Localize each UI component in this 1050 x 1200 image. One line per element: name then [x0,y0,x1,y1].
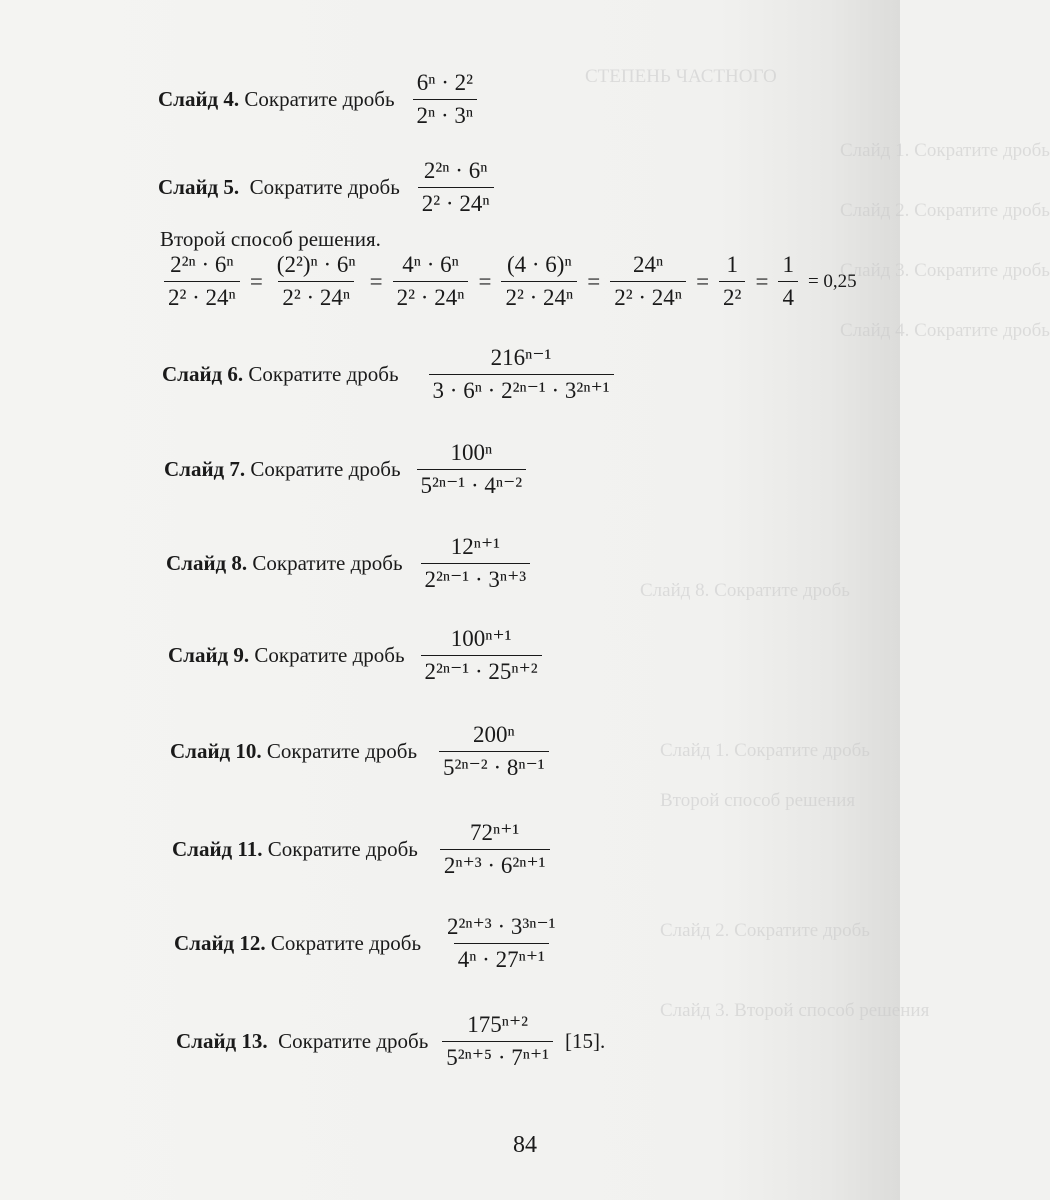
fraction-denominator: 2² [719,281,745,311]
slide-instruction: Сократите дробь [278,1029,429,1054]
second-method-heading: Второй способ решения. [160,227,381,251]
equals-sign: = [369,268,383,294]
fraction [393,252,469,312]
equals-sign: = [696,268,710,294]
slide-13-item [176,1012,605,1072]
slide-label: Слайд 5. [158,175,240,200]
fraction [413,70,478,130]
slide-instruction: Сократите дробь [249,175,400,200]
slide-label: Слайд 10. [170,739,262,764]
slide-10-item [170,722,555,782]
fraction [418,158,494,218]
fraction-numerator: 100ⁿ⁺¹ [450,626,512,651]
slide-7-item [164,440,532,500]
equals-sign: = [587,268,601,294]
bleed-through-text: Слайд 2. Сократите дробь [840,200,1050,221]
fraction-numerator: (2²)ⁿ · 6ⁿ [276,252,356,277]
citation: [15]. [565,1029,606,1054]
second-method-chain [158,252,861,312]
slide-9-item [168,626,548,686]
bleed-through-text: Слайд 8. Сократите дробь [640,580,850,601]
slide-8-item [166,534,536,594]
slide-instruction: Сократите дробь [270,931,422,956]
slide-label: Слайд 12. [174,931,266,956]
fraction [417,440,527,500]
fraction-numerator: 1 [782,252,794,277]
slide-label: Слайд 11. [172,837,263,862]
bleed-through-text: Слайд 1. Сократите дробь [660,740,870,761]
fraction [442,1012,553,1072]
fraction-denominator: 5²ⁿ⁻² · 8ⁿ⁻¹ [439,751,549,781]
fraction-numerator: 24ⁿ [633,252,664,277]
fraction [421,626,542,686]
fraction [429,345,614,405]
slide-5-item [158,158,500,218]
bleed-through-text: Второй способ решения [660,790,856,811]
fraction-numerator: 12ⁿ⁺¹ [450,534,500,559]
slide-label: Слайд 13. [176,1029,268,1054]
fraction [421,534,531,594]
slide-label: Слайд 8. [166,551,248,576]
slide-label: Слайд 6. [162,362,244,387]
fraction-denominator: 2² · 24ⁿ [501,281,577,311]
fraction [443,914,560,974]
slide-instruction: Сократите дробь [254,643,405,668]
slide-instruction: Сократите дробь [248,362,399,387]
fraction [610,252,686,312]
slide-instruction: Сократите дробь [266,739,418,764]
fraction-numerator: 200ⁿ [472,722,515,747]
equals-sign: = [478,268,492,294]
fraction [273,252,360,312]
fraction-numerator: 6ⁿ · 2² [416,70,474,95]
fraction [719,252,745,312]
fraction-denominator: 2²ⁿ⁻¹ · 3ⁿ⁺³ [421,563,531,593]
fraction [439,722,549,782]
fraction-denominator: 4 [778,281,798,311]
slide-label: Слайд 4. [158,87,240,112]
result-value: = 0,25 [807,270,857,292]
fraction-denominator: 2²ⁿ⁻¹ · 25ⁿ⁺² [421,655,542,685]
slide-11-item [172,820,556,880]
slide-instruction: Сократите дробь [244,87,395,112]
bleed-through-text: Слайд 2. Сократите дробь [660,920,870,941]
fraction-numerator: 100ⁿ [450,440,493,465]
slide-label: Слайд 9. [168,643,250,668]
bleed-through-text: Слайд 3. Второй способ решения [660,1000,930,1021]
fraction-numerator: 4ⁿ · 6ⁿ [402,252,459,277]
fraction [440,820,550,880]
fraction-denominator: 5²ⁿ⁻¹ · 4ⁿ⁻² [417,469,527,499]
slide-instruction: Сократите дробь [267,837,418,862]
fraction-denominator: 2² · 24ⁿ [278,281,354,311]
fraction [164,252,240,312]
slide-label: Слайд 7. [164,457,246,482]
fraction-numerator: 2²ⁿ · 6ⁿ [170,252,234,277]
slide-6-item [162,345,620,405]
fraction-numerator: (4 · 6)ⁿ [506,252,572,277]
equals-sign: = [249,268,263,294]
slide-instruction: Сократите дробь [250,457,401,482]
fraction-denominator: 3 · 6ⁿ · 2²ⁿ⁻¹ · 3²ⁿ⁺¹ [429,374,614,404]
fraction-denominator: 2² · 24ⁿ [393,281,469,311]
fraction-numerator: 2²ⁿ⁺³ · 3³ⁿ⁻¹ [447,914,556,939]
fraction-denominator: 2² · 24ⁿ [418,187,494,217]
fraction [501,252,577,312]
fraction-numerator: 2²ⁿ · 6ⁿ [423,158,488,183]
slide-4-item [158,70,483,130]
bleed-through-text: Слайд 3. Сократите дробь [840,260,1050,281]
fraction-numerator: 216ⁿ⁻¹ [490,345,552,370]
equals-sign: = [755,268,769,294]
bleed-through-text: Слайд 1. Сократите дробь [840,140,1050,161]
fraction-numerator: 1 [726,252,738,277]
bleed-through-text: Слайд 4. Сократите дробь [840,320,1050,341]
fraction-denominator: 2² · 24ⁿ [164,281,240,311]
fraction-denominator: 2² · 24ⁿ [610,281,686,311]
fraction-denominator: 5²ⁿ⁺⁵ · 7ⁿ⁺¹ [442,1041,553,1071]
fraction-numerator: 175ⁿ⁺² [467,1012,529,1037]
fraction [778,252,798,312]
bleed-through-text: СТЕПЕНЬ ЧАСТНОГО [585,66,777,87]
slide-instruction: Сократите дробь [252,551,403,576]
fraction-denominator: 2ⁿ · 3ⁿ [413,99,478,129]
fraction-numerator: 72ⁿ⁺¹ [470,820,520,845]
page-number: 84 [513,1132,537,1158]
slide-12-item [174,914,566,974]
fraction-denominator: 2ⁿ⁺³ · 6²ⁿ⁺¹ [440,849,550,879]
fraction-denominator: 4ⁿ · 27ⁿ⁺¹ [454,943,549,973]
